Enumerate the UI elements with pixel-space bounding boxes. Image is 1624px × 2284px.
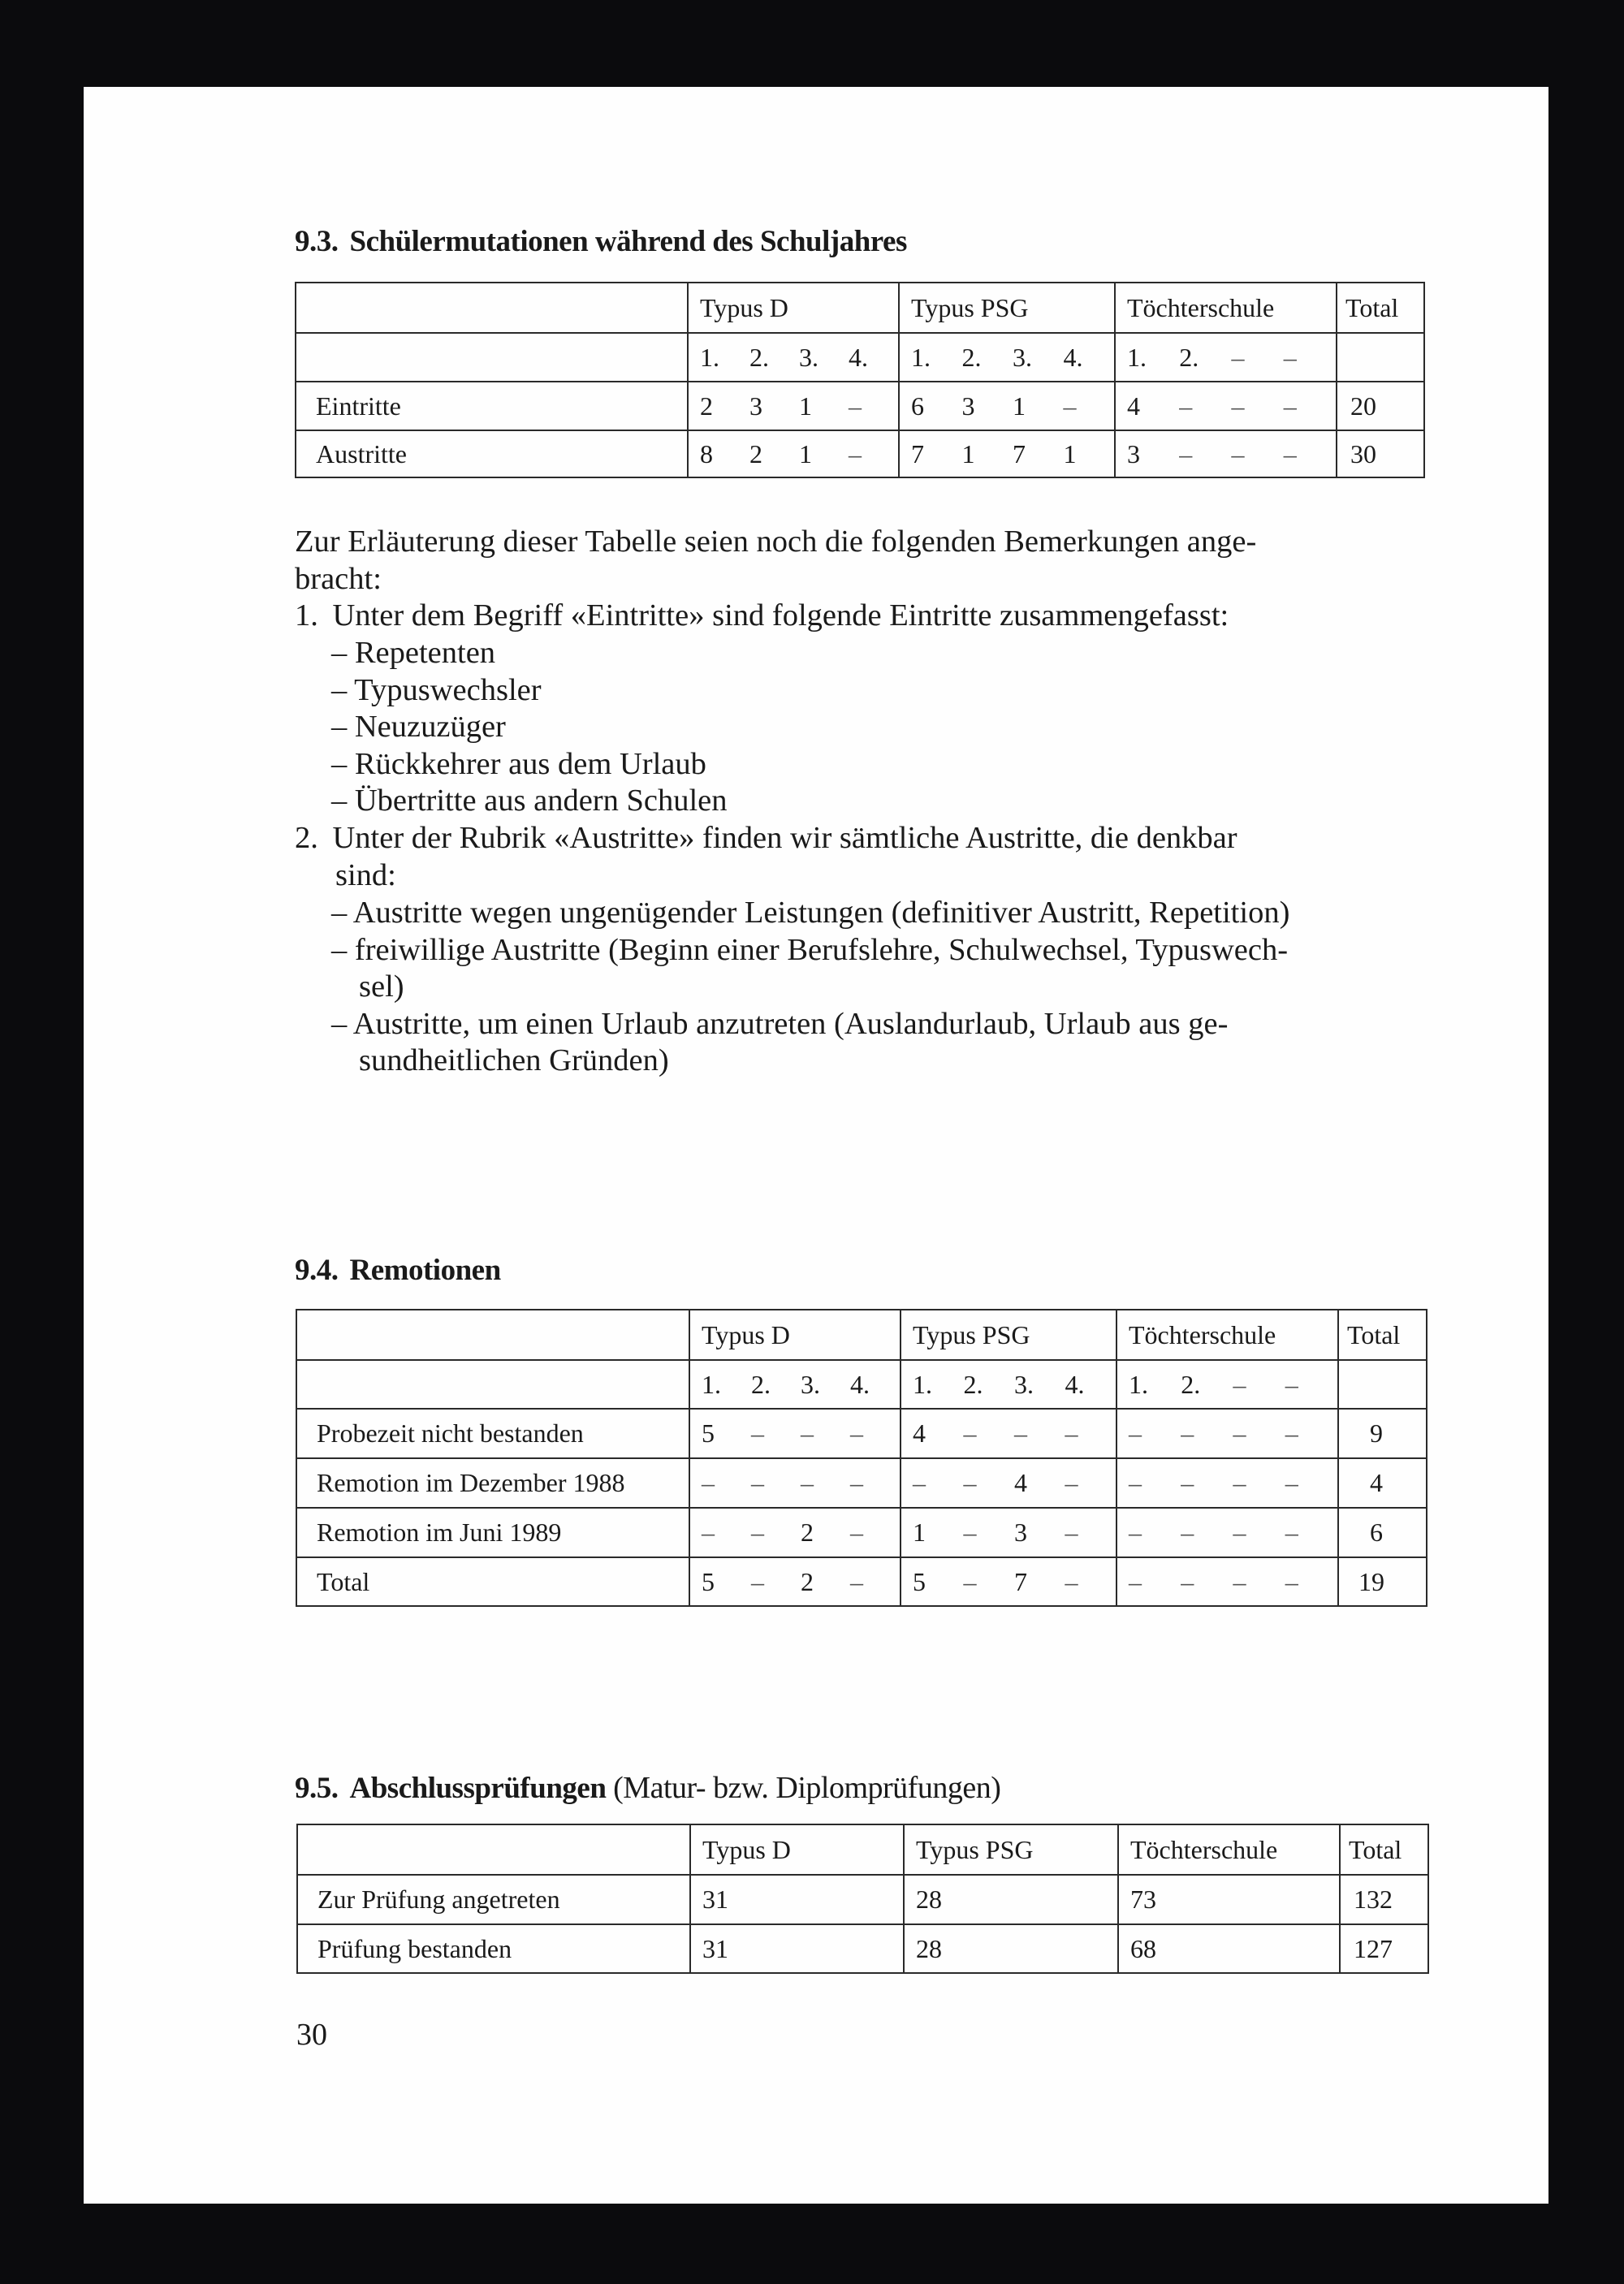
header-empty-cell xyxy=(296,283,688,333)
value: – xyxy=(1129,1566,1142,1596)
cell-typus-d xyxy=(689,1508,901,1557)
value: – xyxy=(1065,1566,1078,1596)
bullet-item-continuation: sel) xyxy=(359,969,404,1004)
class-label: 3. xyxy=(1014,1369,1034,1399)
value: 1 xyxy=(799,438,812,468)
row-label: Zur Prüfung angetreten xyxy=(297,1875,690,1924)
bullet-item: – freiwillige Austritte (Beginn einer Berufslehre, Schulwechsel, Typuswech- xyxy=(331,932,1289,967)
table-row xyxy=(297,1875,1428,1924)
header-total: Total xyxy=(1338,1310,1427,1360)
cell-toechterschule xyxy=(1116,1409,1338,1458)
value: – xyxy=(1233,1468,1246,1497)
cell-typus-d xyxy=(689,1409,901,1458)
table-header-row xyxy=(296,1310,1427,1360)
cell-typus-psg xyxy=(901,1508,1116,1557)
cell-total: 9 xyxy=(1338,1409,1427,1458)
cell-total: 6 xyxy=(1338,1508,1427,1557)
value: – xyxy=(850,1518,863,1547)
cell-total: 132 xyxy=(1340,1875,1428,1924)
note-item-2 xyxy=(295,820,1237,857)
value: 5 xyxy=(913,1566,926,1596)
notes-intro-line: bracht: xyxy=(295,561,382,596)
subheader-toechterschule xyxy=(1116,1360,1338,1409)
list-marker: 2. xyxy=(295,821,318,855)
cell-typus-psg xyxy=(901,1409,1116,1458)
bullet-item: – Rückkehrer aus dem Urlaub xyxy=(331,746,706,781)
bullet-item: – Repetenten xyxy=(331,636,496,670)
value: – xyxy=(1231,391,1245,421)
table-schuelermutationen xyxy=(295,282,1425,478)
cell-toechterschule: 73 xyxy=(1118,1875,1340,1924)
table-row xyxy=(296,1409,1427,1458)
value: – xyxy=(801,1418,814,1448)
value: – xyxy=(1283,438,1297,468)
value: 1 xyxy=(1063,438,1077,468)
cell-typus-d: 31 xyxy=(690,1875,904,1924)
table-subheader-row xyxy=(296,1360,1427,1409)
class-label: – xyxy=(1285,1369,1298,1399)
value: 1 xyxy=(1013,391,1026,421)
value: – xyxy=(1179,438,1193,468)
value: – xyxy=(849,391,862,421)
section-number: 9.4. xyxy=(295,1254,339,1287)
value: 1 xyxy=(799,391,812,421)
value: 7 xyxy=(911,438,924,468)
cell-typus-psg: 28 xyxy=(904,1875,1118,1924)
header-typus-d: Typus D xyxy=(688,283,899,333)
bullet-item: – Typuswechsler xyxy=(331,672,542,707)
value: – xyxy=(1181,1566,1194,1596)
section-number: 9.3. xyxy=(295,225,339,258)
value: – xyxy=(751,1518,764,1547)
cell-total: 30 xyxy=(1337,430,1424,477)
value: – xyxy=(1285,1566,1298,1596)
subheader-total xyxy=(1338,1360,1427,1409)
value: – xyxy=(751,1468,764,1497)
value: – xyxy=(963,1418,977,1448)
table-subheader-row xyxy=(296,333,1424,382)
value: – xyxy=(751,1566,764,1596)
section-subtitle: (Matur- bzw. Diplomprüfungen) xyxy=(613,1771,1001,1805)
subheader-typus-psg xyxy=(901,1360,1116,1409)
value: 4 xyxy=(1014,1468,1027,1497)
value: – xyxy=(1181,1418,1194,1448)
cell-total: 4 xyxy=(1338,1458,1427,1508)
value: – xyxy=(1181,1518,1194,1547)
table-abschlusspruefungen xyxy=(296,1824,1429,1974)
value: – xyxy=(1285,1418,1298,1448)
cell-toechterschule xyxy=(1115,430,1337,477)
header-total: Total xyxy=(1340,1824,1428,1875)
value: – xyxy=(1231,438,1245,468)
table-row xyxy=(296,382,1424,430)
value: – xyxy=(1233,1518,1246,1547)
bullet-item: – Austritte wegen ungenügender Leistungen (definitiver Austritt, Repetition) xyxy=(331,896,1290,930)
subheader-typus-psg xyxy=(899,333,1115,382)
subheader-total xyxy=(1337,333,1424,382)
value: – xyxy=(1065,1518,1078,1547)
table-row-total xyxy=(296,1557,1427,1606)
header-typus-d: Typus D xyxy=(690,1824,904,1875)
table-row xyxy=(296,430,1424,477)
value: – xyxy=(1129,1418,1142,1448)
bullet-item: – Übertritte aus andern Schulen xyxy=(331,784,728,818)
header-typus-psg: Typus PSG xyxy=(904,1824,1118,1875)
header-toechterschule: Töchterschule xyxy=(1116,1310,1338,1360)
value: 6 xyxy=(911,391,924,421)
row-label: Remotion im Dezember 1988 xyxy=(296,1458,689,1508)
subheader-toechterschule xyxy=(1115,333,1337,382)
value: – xyxy=(849,438,862,468)
class-label: 2. xyxy=(751,1369,771,1399)
bullet-item: – Austritte, um einen Urlaub anzutreten (Auslandurlaub, Urlaub aus ge- xyxy=(331,1006,1229,1041)
class-label: 4. xyxy=(1065,1369,1085,1399)
section-heading-9-4 xyxy=(295,1253,501,1288)
subheader-empty-cell xyxy=(296,1360,689,1409)
value: 5 xyxy=(702,1418,715,1448)
table-remotionen xyxy=(296,1309,1427,1607)
cell-typus-psg xyxy=(901,1557,1116,1606)
value: 2 xyxy=(749,438,762,468)
header-empty-cell xyxy=(296,1310,689,1360)
value: – xyxy=(1065,1418,1078,1448)
table-row xyxy=(296,1508,1427,1557)
value: – xyxy=(963,1468,977,1497)
value: 7 xyxy=(1013,438,1026,468)
notes-intro xyxy=(295,524,1256,598)
value: – xyxy=(850,1566,863,1596)
header-typus-psg: Typus PSG xyxy=(901,1310,1116,1360)
row-label: Total xyxy=(296,1557,689,1606)
value: – xyxy=(702,1518,715,1547)
value: 2 xyxy=(801,1566,814,1596)
value: – xyxy=(1129,1518,1142,1547)
value: 3 xyxy=(1127,438,1140,468)
value: – xyxy=(1285,1468,1298,1497)
row-label: Eintritte xyxy=(296,382,688,430)
class-label: – xyxy=(1283,342,1297,372)
cell-typus-psg xyxy=(899,430,1115,477)
value: – xyxy=(1285,1518,1298,1547)
cell-toechterschule xyxy=(1116,1458,1338,1508)
value: – xyxy=(963,1566,977,1596)
value: – xyxy=(850,1418,863,1448)
table-header-row xyxy=(297,1824,1428,1875)
cell-toechterschule xyxy=(1115,382,1337,430)
class-label: 1. xyxy=(702,1369,721,1399)
cell-typus-d xyxy=(689,1458,901,1508)
class-label: 2. xyxy=(1181,1369,1201,1399)
cell-typus-d xyxy=(688,430,899,477)
cell-typus-psg xyxy=(899,382,1115,430)
value: 1 xyxy=(961,438,975,468)
value: – xyxy=(1181,1468,1194,1497)
cell-typus-psg xyxy=(901,1458,1116,1508)
header-typus-d: Typus D xyxy=(689,1310,901,1360)
class-label: 2. xyxy=(961,342,982,372)
value: – xyxy=(1014,1418,1027,1448)
value: – xyxy=(751,1418,764,1448)
value: 1 xyxy=(913,1518,926,1547)
cell-toechterschule xyxy=(1116,1557,1338,1606)
row-label: Remotion im Juni 1989 xyxy=(296,1508,689,1557)
section-title: Schülermutationen während des Schuljahres xyxy=(349,225,907,258)
header-toechterschule: Töchterschule xyxy=(1115,283,1337,333)
table-header-row xyxy=(296,283,1424,333)
bullet-item: – Neuzuzüger xyxy=(331,710,506,744)
value: – xyxy=(1283,391,1297,421)
value: – xyxy=(913,1468,926,1497)
value: 2 xyxy=(801,1518,814,1547)
subheader-typus-d xyxy=(688,333,899,382)
bullet-item-continuation: sundheitlichen Gründen) xyxy=(359,1043,669,1077)
list-marker: 1. xyxy=(295,598,318,633)
class-label: 4. xyxy=(849,342,868,372)
header-toechterschule: Töchterschule xyxy=(1118,1824,1340,1875)
value: – xyxy=(702,1468,715,1497)
class-label: 4. xyxy=(1063,342,1083,372)
value: – xyxy=(1063,391,1077,421)
class-label: – xyxy=(1233,1369,1246,1399)
class-label: 1. xyxy=(700,342,719,372)
list-text: Unter dem Begriff «Eintritte» sind folgende Eintritte zusammengefasst: xyxy=(332,598,1229,633)
note-item-1 xyxy=(295,598,1229,635)
subheader-typus-d xyxy=(689,1360,901,1409)
table-row xyxy=(296,1458,1427,1508)
section-title: Remotionen xyxy=(349,1254,501,1287)
cell-typus-d xyxy=(688,382,899,430)
class-label: 3. xyxy=(799,342,818,372)
cell-total: 19 xyxy=(1338,1557,1427,1606)
row-label: Austritte xyxy=(296,430,688,477)
class-label: 1. xyxy=(911,342,931,372)
subheader-empty-cell xyxy=(296,333,688,382)
value: – xyxy=(1233,1418,1246,1448)
value: 8 xyxy=(700,438,713,468)
value: 4 xyxy=(1127,391,1140,421)
row-label: Probezeit nicht bestanden xyxy=(296,1409,689,1458)
page-number: 30 xyxy=(296,2018,327,2052)
value: – xyxy=(963,1518,977,1547)
cell-total: 127 xyxy=(1340,1924,1428,1973)
list-text: Unter der Rubrik «Austritte» finden wir sämtliche Austritte, die denkbar xyxy=(332,821,1237,855)
note-item-2-bullets xyxy=(331,895,1289,1080)
value: 3 xyxy=(961,391,975,421)
value: 2 xyxy=(700,391,713,421)
class-label: 1. xyxy=(913,1369,932,1399)
row-label: Prüfung bestanden xyxy=(297,1924,690,1973)
class-label: 2. xyxy=(1179,342,1199,372)
cell-toechterschule xyxy=(1116,1508,1338,1557)
value: 7 xyxy=(1014,1566,1027,1596)
value: 5 xyxy=(702,1566,715,1596)
note-item-1-bullets xyxy=(331,635,728,820)
class-label: 1. xyxy=(1127,342,1147,372)
table-row xyxy=(297,1924,1428,1973)
class-label: 4. xyxy=(850,1369,870,1399)
value: 4 xyxy=(913,1418,926,1448)
value: – xyxy=(1065,1468,1078,1497)
note-item-2-continued: sind: xyxy=(335,858,396,892)
cell-typus-psg: 28 xyxy=(904,1924,1118,1973)
section-title: Abschlussprüfungen xyxy=(349,1772,607,1805)
class-label: 2. xyxy=(749,342,769,372)
header-total: Total xyxy=(1337,283,1424,333)
value: 3 xyxy=(1014,1518,1027,1547)
cell-typus-d xyxy=(689,1557,901,1606)
value: – xyxy=(1179,391,1193,421)
cell-typus-d: 31 xyxy=(690,1924,904,1973)
class-label: 3. xyxy=(801,1369,820,1399)
value: – xyxy=(801,1468,814,1497)
value: 3 xyxy=(749,391,762,421)
class-label: 1. xyxy=(1129,1369,1148,1399)
cell-total: 20 xyxy=(1337,382,1424,430)
notes-intro-line: Zur Erläuterung dieser Tabelle seien noch die folgenden Bemerkungen ange- xyxy=(295,525,1257,559)
class-label: 2. xyxy=(963,1369,983,1399)
class-label: – xyxy=(1231,342,1245,372)
value: – xyxy=(1129,1468,1142,1497)
value: – xyxy=(1233,1566,1246,1596)
header-typus-psg: Typus PSG xyxy=(899,283,1115,333)
header-empty-cell xyxy=(297,1824,690,1875)
section-heading-9-5 xyxy=(295,1770,1000,1806)
section-heading-9-3 xyxy=(295,224,907,259)
class-label: 3. xyxy=(1013,342,1032,372)
cell-toechterschule: 68 xyxy=(1118,1924,1340,1973)
value: – xyxy=(850,1468,863,1497)
section-number: 9.5. xyxy=(295,1772,339,1805)
